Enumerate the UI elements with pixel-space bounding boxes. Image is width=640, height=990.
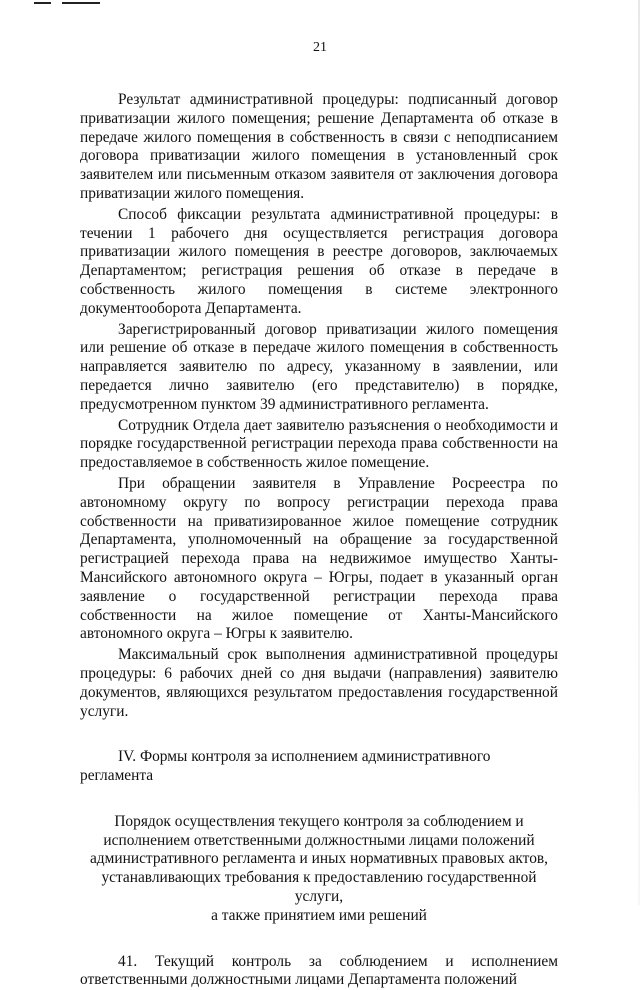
paragraph-max-duration: Максимальный срок выполнения административной процедуры процедуры: 6 рабочих дней со дня выдачи (направления) заявителю документов, являющихся результатом предоставления государственной услуги. [80,646,558,720]
paragraph-rosreestr-appeal: При обращении заявителя в Управление Росреестра по автономному округу по вопросу регистрации перехода права собственности на приватизированное жилое помещение сотрудник Департамента, уполномоченный на обращение за государственной регистрацией перехода права на недвижимое имущество Ханты-Мансийского автономного округа – Югры, подает в указанный орган заявление о государственной регистрации перехода права собственности на жилое помещение от Ханты-Мансийского автономного округа – Югры к заявителю. [80,474,558,643]
subsection-heading-line: а также принятием ими решений [211,906,427,924]
subsection-heading [80,813,558,926]
paragraph-fixation-method: Способ фиксации результата административной процедуры: в течении 1 рабочего дня осуществляется регистрация договора приватизации жилого помещения в реестре договоров, заключаемых Департаментом; регистрация решения об отказе в передаче в собственность жилого помещения в системе электронного документооборота Департамента. [80,205,558,317]
subsection-heading-line: исполнением ответственными должностными лицами положений [103,831,535,849]
scan-corner-mark [34,2,51,4]
section-heading: IV. Формы контроля за исполнением административного регламента [80,748,491,785]
paragraph-registered-contract: Зарегистрированный договор приватизации жилого помещения или решение об отказе в передаче жилого помещения в собственность направляется заявителю по адресу, указанному в заявлении, или передается лично заявителю (его представителю) в порядке, предусмотренном пунктом 39 административного регламента. [80,320,558,413]
scan-corner-mark [62,2,100,4]
subsection-heading-line: административного регламента и иных нормативных правовых актов, [89,850,549,868]
document-body [80,91,558,990]
subsection-heading-line: Порядок осуществления текущего контроля за соблюдением и [114,812,524,830]
paragraph-department-clarification: Сотрудник Отдела дает заявителю разъяснения о необходимости и порядке государственной регистрации перехода права собственности на предоставляемое в собственность жилое помещение. [80,416,558,472]
page-number: 21 [313,40,327,55]
subsection-heading-line: устанавливающих требования к предоставлению государственной услуги, [101,869,537,906]
paragraph-result: Результат административной процедуры: подписанный договор приватизации жилого помещения; решение Департамента об отказе в передаче жилого помещения в собственность в связи с неподписанием договора приватизации жилого помещения в установленный срок заявителем или письменным отказом заявителя от заключения договора приватизации жилого помещения. [80,91,558,202]
paragraph-41: 41. Текущий контроль за соблюдением и исполнением ответственными должностными лицами Департамента положений [80,952,558,989]
